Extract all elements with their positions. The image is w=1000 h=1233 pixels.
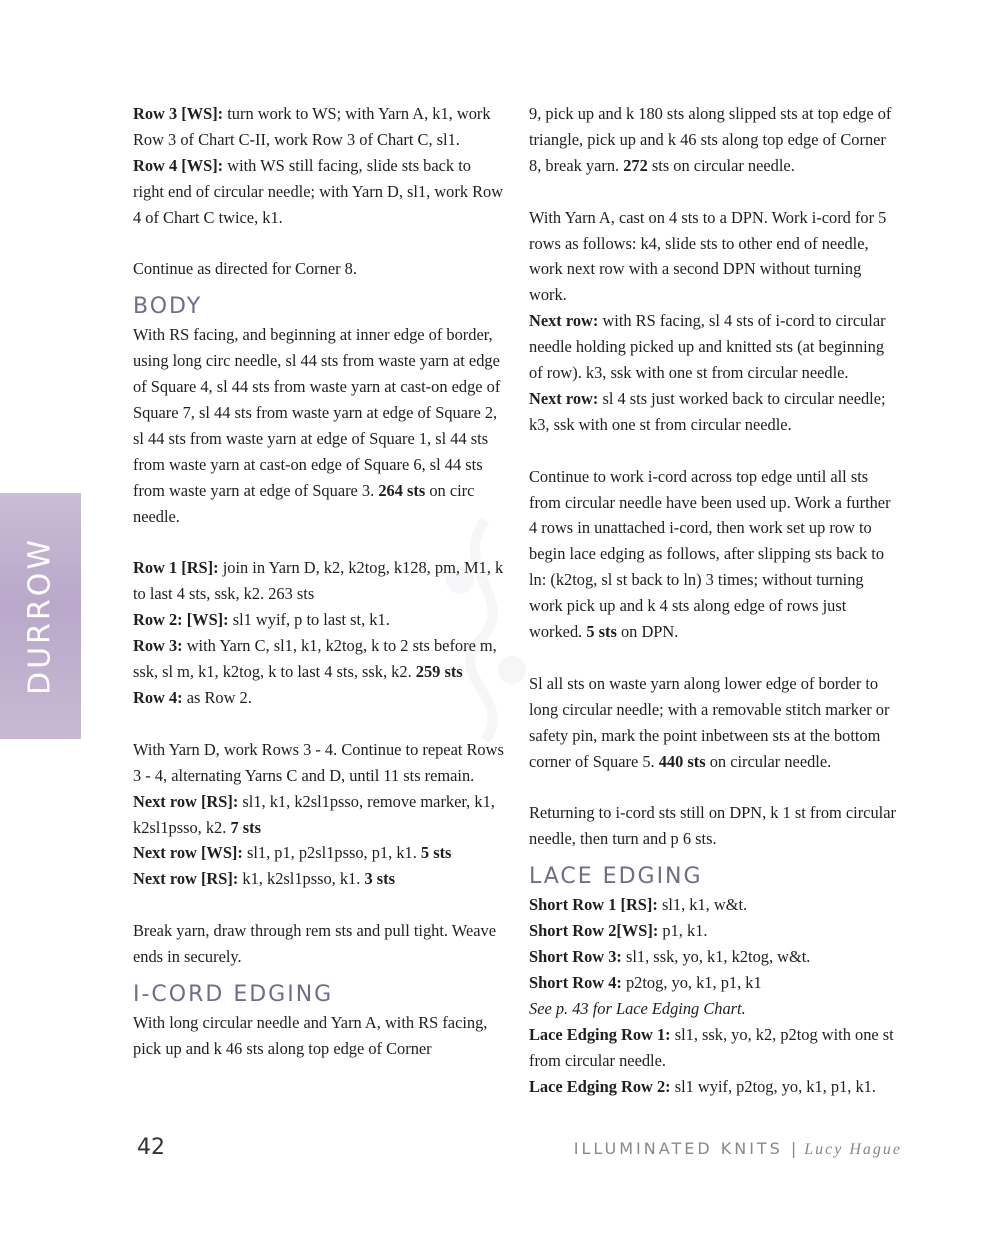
instruction-line: Row 4: as Row 2.: [133, 688, 252, 707]
paragraph: With Yarn A, cast on 4 sts to a DPN. Work i-cord for 5 rows as follows: k4, slide sts to other end of needle, work next row with a second DPN without turning work.: [529, 207, 887, 305]
section-tab-label: DURROW: [22, 536, 58, 696]
heading-icord-edging: I-CORD EDGING: [133, 981, 334, 1007]
instruction-line: Next row: with RS facing, sl 4 sts of i-cord to circular needle holding picked up and knitted sts (at beginning of row). k3, ssk with one st from circular needle.: [529, 311, 886, 383]
footer-separator: |: [790, 1139, 797, 1158]
heading-body: BODY: [133, 294, 203, 320]
instruction-line: Next row: sl 4 sts just worked back to circular needle; k3, ssk with one st from circular needle.: [529, 388, 886, 434]
instruction-line: Next row [RS]: k1, k2sl1psso, k1. 3 sts: [133, 869, 395, 889]
paragraph: Continue as directed for Corner 8.: [133, 259, 357, 279]
instruction-line: Row 2: [WS]: sl1 wyif, p to last st, k1.: [133, 610, 390, 630]
left-column: [133, 101, 505, 1062]
paragraph: With RS facing, and beginning at inner edge of border, using long circ needle, sl 44 sts from waste yarn at edge of Square 4, sl 44 sts from waste yarn at cast-on edge of Square 7, sl 44 sts from waste yarn at edge of Square 2, sl 44 sts from waste yarn at edge of Square 1, sl 44 sts from waste yarn at cast-on edge of Square 6, sl 44 sts from waste yarn at edge of Square 3. 264 sts on circ needle.: [133, 325, 501, 526]
paragraph: Sl all sts on waste yarn along lower edge of border to long circular needle; with a removable stitch marker or safety pin, mark the point inbetween sts at the bottom corner of Square 5. 440 sts on circular needle.: [529, 673, 890, 771]
instruction-line: Next row [WS]: sl1, p1, p2sl1psso, p1, k1. 5 sts: [133, 843, 452, 863]
instruction-line: Short Row 1 [RS]: sl1, k1, w&t.: [529, 895, 748, 915]
instruction-line: Lace Edging Row 2: sl1 wyif, p2tog, yo, k1, p1, k1.: [529, 1076, 876, 1096]
chart-reference-note: See p. 43 for Lace Edging Chart.: [529, 998, 746, 1018]
instruction-line: Short Row 4: p2tog, yo, k1, p1, k1: [529, 972, 762, 992]
instruction-line: Next row [RS]: sl1, k1, k2sl1psso, remove marker, k1, k2sl1psso, k2. 7 sts: [133, 791, 495, 837]
instruction-line: Row 1 [RS]: join in Yarn D, k2, k2tog, k128, pm, M1, k to last 4 sts, ssk, k2. 263 sts: [133, 558, 504, 604]
book-title: ILLUMINATED KNITS: [573, 1139, 783, 1158]
paragraph: With long circular needle and Yarn A, with RS facing, pick up and k 46 sts along top edge of Corner: [133, 1012, 488, 1058]
instruction-line: Row 3 [WS]: turn work to WS; with Yarn A, k1, work Row 3 of Chart C-II, work Row 3 of Chart C, sl1.: [133, 104, 491, 149]
right-column: [529, 101, 901, 1099]
instruction-line: Short Row 2[WS]: p1, k1.: [529, 921, 708, 941]
paragraph: With Yarn D, work Rows 3 - 4. Continue to repeat Rows 3 - 4, alternating Yarns C and D, until 11 sts remain.: [133, 739, 504, 785]
paragraph: 9, pick up and k 180 sts along slipped sts at top edge of triangle, pick up and k 46 sts along top edge of Corner 8, break yarn. 272 sts on circular needle.: [529, 104, 892, 175]
paragraph: Returning to i-cord sts still on DPN, k 1 st from circular needle, then turn and p 6 sts.: [529, 803, 896, 849]
instruction-line: Row 4 [WS]: with WS still facing, slide sts back to right end of circular needle; with Yarn D, sl1, work Row 4 of Chart C twice, k1.: [133, 155, 504, 227]
author-name: Lucy Hague: [804, 1141, 902, 1158]
instruction-line: Short Row 3: sl1, ssk, yo, k1, k2tog, w&t.: [529, 947, 811, 967]
instruction-line: Lace Edging Row 1: sl1, ssk, yo, k2, p2tog with one st from circular needle.: [529, 1024, 894, 1070]
heading-lace-edging: LACE EDGING: [529, 864, 703, 890]
running-footer: [574, 1139, 902, 1159]
paragraph: Continue to work i-cord across top edge until all sts from circular needle have been used up. Work a further 4 rows in unattached i-cord, then work set up row to begin lace edging as follows, after slipping sts back to ln: (k2tog, sl st back to ln) 3 times; without turning work pick up and k 4 sts along edge of rows just worked. 5 sts on DPN.: [529, 466, 891, 642]
page-number: 42: [137, 1135, 165, 1160]
paragraph: Break yarn, draw through rem sts and pull tight. Weave ends in securely.: [133, 921, 496, 967]
instruction-line: Row 3: with Yarn C, sl1, k1, k2tog, k to 2 sts before m, ssk, sl m, k1, k2tog, k to last 4 sts, ssk, k2. 259 sts: [133, 636, 497, 682]
